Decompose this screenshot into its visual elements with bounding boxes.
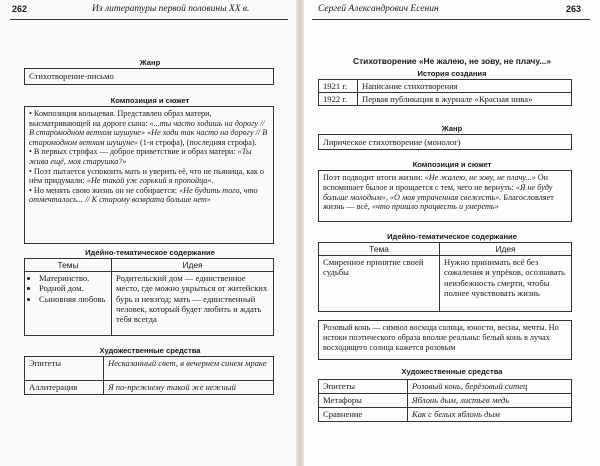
section-title-composition: Композиция и сюжет xyxy=(412,160,492,169)
right-header xyxy=(314,4,590,18)
page-number: 262 xyxy=(12,4,28,14)
section-title-ideas: Идейно-тематическое содержание xyxy=(85,248,215,257)
section-title-genre: Жанр xyxy=(139,58,161,67)
means-name: Сравнение xyxy=(319,408,408,422)
running-title: Из литературы первой половины XX в. xyxy=(92,4,250,14)
composition-box: Поэт подводит итоги жизни: «Не жалею, не зову, не плачу...» Он вспоминает былое и прощается с тем, чего не вернуть: «Я не буду больше молодым», «О моя утраченная свежесть». Благословляет жизнь — всё, «что пришло процвесть и умереть» xyxy=(318,170,572,222)
left-page xyxy=(0,0,296,466)
section-title-means: Художественные средства xyxy=(401,367,503,376)
symbol-box xyxy=(318,320,572,360)
running-title: Сергей Александрович Есенин xyxy=(318,4,439,14)
right-page xyxy=(304,0,600,466)
left-header xyxy=(12,4,284,18)
ideas-header-idea: Идея xyxy=(440,243,572,256)
themes-cell xyxy=(25,272,112,336)
ideas-table xyxy=(318,242,572,312)
header-rule xyxy=(312,19,590,20)
theme-item: • Материнство. xyxy=(39,273,107,283)
means-name: Метафоры xyxy=(319,394,408,408)
ideas-table xyxy=(24,258,274,336)
page-number: 263 xyxy=(566,4,582,14)
composition-item: • Композиция кольцевая. Представлен образ матери, высматривающей на дороге сына: «...ты часто ходишь на дорогу // В старомодном ветхом шушуне» «Не ходи так часто на дорогу // В старомодном ветхом шушуне» (1-я строфа), (последняя строфа). xyxy=(29,109,268,147)
idea-cell: Нужно принимать всё без сожаления и упрёков, осознавать неизбежность смерти, чтобы полнее чувствовать жизнь xyxy=(440,256,572,312)
means-name: Эпитеты xyxy=(319,380,408,394)
history-event: Написание стихотворения xyxy=(358,80,572,93)
history-event: Первая публикация в журнале «Красная нива» xyxy=(358,93,572,106)
section-title-genre: Жанр xyxy=(441,124,463,133)
means-example: Я по-прежнему такой же нежный xyxy=(104,381,274,395)
header-rule xyxy=(10,19,288,20)
means-example: Яблонь дым, листьев медь xyxy=(408,394,572,408)
composition-item: • Но менять свою жизнь он не собирается: «Не будить того, что отмечталось... // К старому возврата больше нет» xyxy=(29,185,258,205)
theme-item: • Родной дом. xyxy=(39,283,107,293)
means-table xyxy=(318,379,572,422)
section-title-means: Художественные средства xyxy=(99,346,201,355)
ideas-header-theme: Тема xyxy=(319,243,440,256)
means-name: Эпитеты xyxy=(25,357,104,381)
means-example: Как с белых яблонь дым xyxy=(408,408,572,422)
means-table xyxy=(24,356,274,395)
theme-item: • Сыновняя любовь xyxy=(39,294,107,304)
means-example: Несказанный свет, в вечернем синем мраке xyxy=(104,357,274,381)
book-gutter xyxy=(296,0,304,466)
history-year: 1922 г. xyxy=(319,93,358,106)
section-title-ideas: Идейно-тематическое содержание xyxy=(387,232,517,241)
genre-value: Лирическое стихотворение (монолог) xyxy=(323,137,461,147)
ideas-header-themes: Темы xyxy=(25,259,112,272)
theme-cell: Смиренное принятие своей судьбы xyxy=(319,256,440,312)
genre-box xyxy=(318,134,572,150)
genre-box xyxy=(24,68,274,85)
means-name: Аллитерация xyxy=(25,381,104,395)
composition-box xyxy=(24,106,274,244)
poem-title: Стихотворение «Не жалею, не зову, не плачу...» xyxy=(353,56,551,66)
history-table xyxy=(318,79,572,106)
section-title-composition: Композиция и сюжет xyxy=(110,96,190,105)
means-example: Розовый конь, берёзовый ситец xyxy=(408,380,572,394)
history-year: 1921 г. xyxy=(319,80,358,93)
section-title-history: История создания xyxy=(417,69,487,78)
symbol-text: Розовый конь — символ восхода солнца, юности, весны, мечты. Но истоки поэтического образа вполне реальны: белый конь в лучах восходящего солнца кажется розовым xyxy=(323,323,559,352)
idea-cell: Родительский дом — единственное место, где можно укрыться от житейских бурь и невзгод; мать — единственный человек, который будет любить и ждать тебя всегда xyxy=(112,272,274,336)
composition-item: • В первых строфах — доброе приветствие и образ матери: «Ты жива ещё, моя старушка?» xyxy=(29,147,252,166)
genre-value: Стихотворение-письмо xyxy=(29,71,114,81)
ideas-header-idea: Идея xyxy=(112,259,274,272)
composition-item: • Поэт пытается успокоить мать и уверить её, что не пьяница, как о нём придумали: «Не такой уж горький я пропойца». xyxy=(29,166,264,186)
